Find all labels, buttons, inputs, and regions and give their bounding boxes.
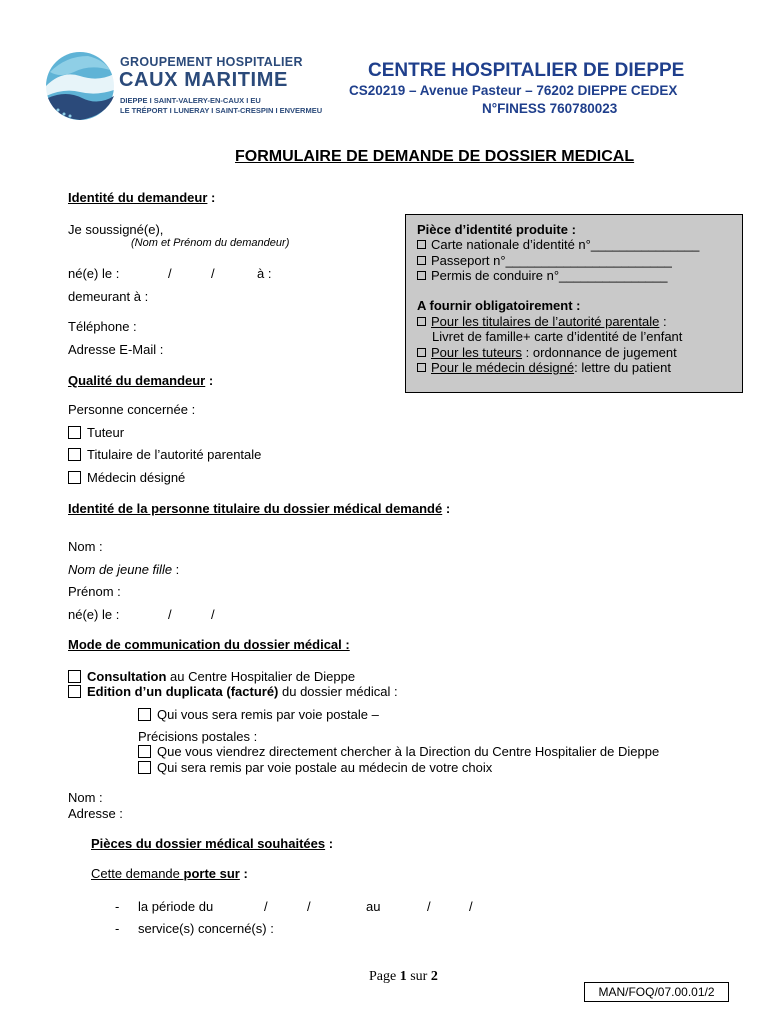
requester-heading-text: Identité du demandeur [68, 190, 208, 205]
birth-slash-2: / [211, 266, 215, 281]
comm-option-consultation[interactable] [68, 669, 355, 684]
period-to-slash-1: / [427, 899, 431, 914]
phone-label: Téléphone : [68, 319, 137, 334]
holder-maiden-label [68, 562, 179, 577]
recipient-name-label: Nom : [68, 790, 103, 805]
request-scope-a: Cette demande [91, 866, 184, 881]
checkbox-icon[interactable] [417, 271, 426, 280]
period-to-label: au [366, 899, 381, 914]
undersigned-label: Je soussigné(e), [68, 222, 164, 237]
postal-precisions-label: Précisions postales : [138, 729, 258, 744]
comm-consultation-rest: au Centre Hospitalier de Dieppe [166, 669, 356, 684]
comm-doctor-label: Qui sera remis par voie postale au médecin de votre choix [157, 760, 493, 775]
holder-birth-label: né(e) le : [68, 607, 120, 622]
person-concerned-label: Personne concernée : [68, 402, 196, 417]
page-number-total: 2 [430, 969, 438, 984]
comm-option-edition[interactable] [68, 684, 398, 699]
checkbox-icon[interactable] [138, 761, 151, 774]
quality-option-doctor-label: Médecin désigné [87, 470, 186, 485]
document-reference: MAN/FOQ/07.00.01/2 [584, 982, 729, 1002]
hospital-finess: N°FINESS 760780023 [482, 101, 618, 116]
form-title: FORMULAIRE DE DEMANDE DE DOSSIER MEDICAL [235, 148, 635, 165]
checkbox-icon[interactable] [417, 240, 426, 249]
checkbox-icon[interactable] [138, 745, 151, 758]
period-dash: - [115, 899, 120, 914]
quality-heading [68, 373, 213, 388]
comm-option-doctor[interactable] [138, 760, 492, 775]
pieces-heading [91, 836, 333, 851]
quality-heading-colon: : [205, 373, 214, 388]
holder-birth-slash-1: / [168, 607, 172, 622]
req-doctor[interactable] [417, 360, 671, 375]
checkbox-icon[interactable] [417, 363, 426, 372]
period-from-slash-1: / [264, 899, 268, 914]
comm-postal-label: Qui vous sera remis par voie postale – [157, 707, 379, 722]
org-sites-line2: LE TRÉPORT I LUNERAY I SAINT-CRESPIN I ENVERMEU [120, 106, 323, 115]
id-option-license-label: Permis de conduire n°_______________ [431, 268, 668, 283]
req-doctor-link: Pour le médecin désigné [431, 360, 575, 375]
checkbox-icon[interactable] [68, 685, 81, 698]
req-parental-line2: Livret de famille+ carte d’identité de l’enfant [432, 329, 683, 344]
communication-heading: Mode de communication du dossier médical : [68, 637, 350, 652]
name-hint: (Nom et Prénom du demandeur) [131, 237, 290, 249]
holder-maiden-text: Nom de jeune fille [68, 562, 173, 577]
comm-direct-label: Que vous viendrez directement chercher à la Direction du Centre Hospitalier de Dieppe [157, 744, 660, 759]
comm-option-postal[interactable] [138, 707, 379, 722]
birth-label: né(e) le : [68, 266, 120, 281]
id-option-cni-label: Carte nationale d’identité n°_______________ [431, 237, 700, 252]
period-to-slash-2: / [469, 899, 473, 914]
requester-heading-colon: : [207, 190, 216, 205]
logo-emblem [44, 50, 116, 122]
pieces-heading-colon: : [325, 836, 334, 851]
quality-option-tutor[interactable] [68, 425, 124, 440]
page-number-b: sur [406, 969, 431, 984]
id-box-heading: Pièce d’identité produite : [417, 222, 576, 237]
comm-edition-bold: Edition d’un duplicata (facturé) [87, 684, 279, 699]
req-parental-link: Pour les titulaires de l’autorité parentale [431, 314, 660, 329]
birthplace-label: à : [257, 266, 272, 281]
quality-option-tutor-label: Tuteur [87, 425, 125, 440]
req-tutor-rest: : ordonnance de jugement [522, 345, 677, 360]
checkbox-icon[interactable] [68, 471, 81, 484]
quality-option-parental-label: Titulaire de l’autorité parentale [87, 447, 262, 462]
holder-birth-slash-2: / [211, 607, 215, 622]
holder-heading-colon: : [442, 501, 451, 516]
pieces-heading-text: Pièces du dossier médical souhaitées [91, 836, 326, 851]
org-name-line2: CAUX MARITIME [119, 69, 288, 91]
page-number [369, 969, 438, 985]
checkbox-icon[interactable] [417, 317, 426, 326]
requester-heading [68, 190, 215, 205]
comm-option-direct[interactable] [138, 744, 659, 759]
hospital-name: CENTRE HOSPITALIER DE DIEPPE [368, 60, 685, 81]
checkbox-icon[interactable] [417, 256, 426, 265]
checkbox-icon[interactable] [138, 708, 151, 721]
id-required-heading: A fournir obligatoirement : [417, 298, 581, 313]
page-number-a: Page [369, 969, 400, 984]
holder-firstname-label: Prénom : [68, 584, 121, 599]
residence-label: demeurant à : [68, 289, 149, 304]
id-option-passport-label: Passeport n°_______________________ [431, 253, 672, 268]
services-label: service(s) concerné(s) : [138, 921, 274, 936]
checkbox-icon[interactable] [417, 348, 426, 357]
holder-name-label: Nom : [68, 539, 103, 554]
page-number-current: 1 [399, 969, 407, 984]
req-tutor[interactable] [417, 345, 677, 360]
quality-option-doctor[interactable] [68, 470, 185, 485]
checkbox-icon[interactable] [68, 670, 81, 683]
recipient-address-label: Adresse : [68, 806, 123, 821]
req-doctor-rest: : lettre du patient [574, 360, 671, 375]
request-scope-b: porte sur [183, 866, 240, 881]
hospital-address: CS20219 – Avenue Pasteur – 76202 DIEPPE CEDEX [349, 83, 678, 98]
checkbox-icon[interactable] [68, 448, 81, 461]
email-label: Adresse E-Mail : [68, 342, 164, 357]
id-option-passport[interactable] [417, 253, 672, 268]
id-option-license[interactable] [417, 268, 668, 283]
quality-heading-text: Qualité du demandeur [68, 373, 206, 388]
quality-option-parental[interactable] [68, 447, 261, 462]
holder-heading-text: Identité de la personne titulaire du dossier médical demandé [68, 501, 443, 516]
services-dash: - [115, 921, 120, 936]
comm-edition-rest: du dossier médical : [278, 684, 398, 699]
holder-heading [68, 501, 450, 516]
request-scope-label [91, 866, 248, 881]
period-from-slash-2: / [307, 899, 311, 914]
holder-maiden-colon: : [172, 562, 180, 577]
req-tutor-link: Pour les tuteurs [431, 345, 523, 360]
period-label: la période du [138, 899, 214, 914]
id-option-cni[interactable] [417, 237, 699, 252]
req-parental[interactable] [417, 314, 667, 329]
req-parental-rest: : [659, 314, 667, 329]
org-name-line1: GROUPEMENT HOSPITALIER [120, 55, 303, 69]
birth-slash-1: / [168, 266, 172, 281]
request-scope-c: : [239, 866, 248, 881]
comm-consultation-bold: Consultation [87, 669, 167, 684]
org-sites-line1: DIEPPE I SAINT-VALERY-EN-CAUX I EU [120, 96, 261, 105]
checkbox-icon[interactable] [68, 426, 81, 439]
